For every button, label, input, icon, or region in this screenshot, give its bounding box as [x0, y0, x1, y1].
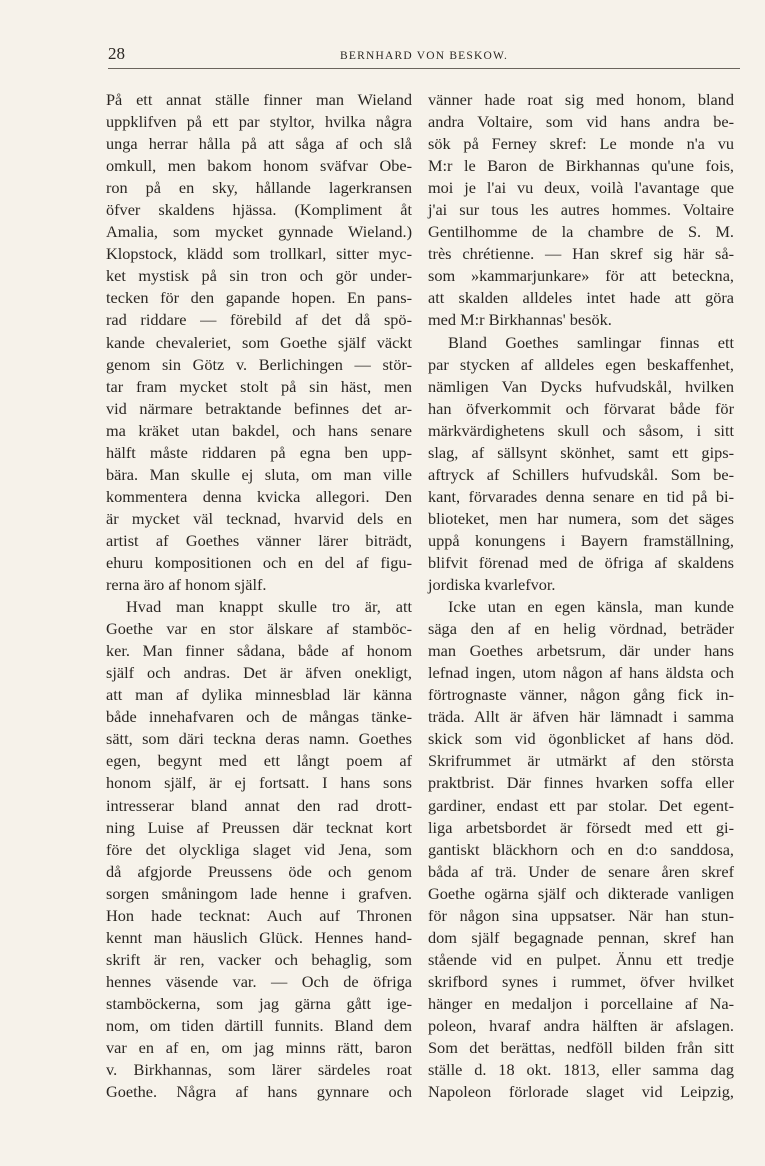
text-line: rerna äro af honom själf.: [106, 575, 267, 595]
text-line: Som det berättas, nedföll bilden från sitt: [428, 1038, 734, 1058]
page-header: [108, 44, 740, 69]
text-line: Napoleon förlorade slaget vid Leipzig,: [428, 1082, 734, 1102]
text-line: hennes väsende var. — Och de öfriga: [106, 971, 412, 991]
text-line: artist af Goethes vänner lärer biträdt,: [106, 530, 412, 550]
text-line: själf och andras. Det är äfven onekligt,: [106, 663, 412, 683]
text-line: ron på en sky, hållande lagerkransen: [106, 178, 412, 198]
text-line: ehuru kompositionen och en del af figu-: [106, 552, 412, 572]
text-line: båda af trä. Under de senare åren skref: [428, 861, 734, 881]
text-line: kommentera denna kvicka allegori. Den: [106, 486, 412, 506]
text-line: för någon sina uppsatser. När han stun-: [428, 905, 734, 925]
text-line: stående vid en pulpet. Ännu ett tredje: [428, 949, 734, 969]
text-line: skrift är ren, vacker och behaglig, som: [106, 949, 412, 969]
text-line: med M:r Birkhannas' besök.: [428, 310, 612, 330]
text-line: sätt, som däri teckna deras namn. Goethes: [106, 729, 412, 749]
text-line: hänger en medaljon i porcellaine af Na-: [428, 993, 734, 1013]
text-line: Klopstock, klädd som trollkarl, sitter myc-: [106, 244, 412, 264]
text-line: vänner hade roat sig med honom, bland: [428, 90, 734, 109]
text-line: sök på Ferney skref: Le monde n'a vu: [428, 134, 734, 154]
text-line: han öfverkommit och förvarat både för: [428, 398, 734, 418]
text-line: öfver skaldens hjässa. (Kompliment åt: [106, 200, 412, 220]
text-line: moi je l'ai vu deux, voilà l'avantage que: [428, 178, 734, 198]
text-line: bära. Man skulle ej sluta, om man ville: [106, 464, 412, 484]
text-line: blioteket, men har numera, som det säges: [428, 508, 734, 528]
text-line: poleon, hvaraf andra hälften är afslagen.: [428, 1015, 734, 1035]
text-line: sorgen småningom lade henne i grafven.: [106, 883, 412, 903]
text-line: jordiska kvarlefvor.: [428, 575, 556, 595]
text-line: förtrognaste vänner, någon gång fick in-: [428, 685, 734, 705]
text-line: tecken för den gapande hopen. En pans-: [106, 288, 412, 308]
text-line: Goethe ogärna själf och dikterade vanligen: [428, 883, 734, 903]
text-line: aftryck af Schillers hufvudskål. Som be-: [428, 464, 734, 484]
right-text-column: [428, 89, 734, 1103]
text-line: omkull, men bakom honom sväfvar Obe-: [106, 156, 412, 176]
text-line: att skalden alldeles intet hade att göra: [428, 288, 734, 308]
text-line: ställe d. 18 okt. 1813, eller samma dag: [428, 1060, 734, 1080]
text-line: säga den af en helig vördnad, beträder: [428, 619, 734, 639]
text-line: märkvärdighetens skull och såsom, i sitt: [428, 420, 734, 440]
text-line: très chrétienne. — Han skref sig här så-: [428, 244, 734, 264]
text-line: Bland Goethes samlingar finnas ett: [448, 332, 734, 352]
text-line: som »kammarjunkare» för att beteckna,: [428, 266, 734, 286]
text-line: kant, förvarades denna senare en tid på bi-: [428, 486, 734, 506]
text-line: nämligen Van Dycks hufvudskål, hvilken: [428, 376, 734, 396]
text-line: Goethe. Några af hans gynnare och: [106, 1082, 412, 1102]
text-line: hälft måste riddaren på egna ben upp-: [106, 442, 412, 462]
text-line: Hon hade tecknat: Auch auf Thronen: [106, 905, 412, 925]
text-line: kennt man häuslich Glück. Hennes hand-: [106, 927, 412, 947]
text-line: v. Birkhannas, som lärer särdeles roat: [106, 1060, 412, 1080]
text-line: M:r le Baron de Birkhannas qu'une fois,: [428, 156, 734, 176]
text-line: kande chevaleriet, som Goethe själf väckt: [106, 332, 412, 352]
text-line: skick som vid ögonblicket af hans död.: [428, 729, 734, 749]
text-line: par stycken af alldeles egen beskaffenhet,: [428, 354, 734, 374]
text-line: Hvad man knappt skulle tro är, att: [126, 597, 412, 617]
text-line: ker. Man finner sådana, både af honom: [106, 641, 412, 661]
text-line: skrifbord synes i rummet, öfver hvilket: [428, 971, 734, 991]
text-line: ma kräket utan bakdel, och hans senare: [106, 420, 412, 440]
text-line: tar fram mycket stolt på sin häst, men: [106, 376, 412, 396]
text-line: unga herrar hålla på att såga af och slå: [106, 134, 412, 154]
text-line: liga arbetsbordet är försedt med ett gi-: [428, 817, 734, 837]
text-line: ning Luise af Preussen där tecknat kort: [106, 817, 412, 837]
text-line: var en af en, om jag minns rätt, baron: [106, 1038, 412, 1058]
text-line: Skrifrummet är utmärkt af den största: [428, 751, 734, 771]
text-line: praktbrist. Där finnes hvarken soffa eller: [428, 773, 734, 793]
text-line: rad riddare — förebild af det då spö-: [106, 310, 412, 330]
text-line: stamböckerna, som jag gärna gått ige-: [106, 993, 412, 1013]
text-line: ket mystisk på sin tron och gör under-: [106, 266, 412, 286]
text-line: genom sin Götz v. Berlichingen — stör-: [106, 354, 412, 374]
text-line: då afgjorde Preussens öde och genom: [106, 861, 412, 881]
text-line: slag, af sällsynt skönhet, samt ett gips-: [428, 442, 734, 462]
text-line: gardiner, endast ett par stolar. Det egent-: [428, 795, 734, 815]
text-line: att man af dylika minnesblad lär känna: [106, 685, 412, 705]
text-line: Amalia, som mycket gynnade Wieland.): [106, 222, 412, 242]
text-line: Icke utan en egen känsla, man kunde: [448, 597, 734, 617]
text-line: blifvit förenad med de öfriga af skaldens: [428, 552, 734, 572]
left-text-column: [106, 89, 412, 1103]
text-line: uppå konungens i Bayern framställning,: [428, 530, 734, 550]
page-number: 28: [108, 44, 125, 63]
running-head: BERNHARD VON BESKOW.: [340, 50, 509, 62]
text-line: honom själf, är ej fortsatt. I hans sons: [106, 773, 412, 793]
text-line: dom själf begagnade pennan, skref han: [428, 927, 734, 947]
text-line: intresserar bland annat den rad drott-: [106, 795, 412, 815]
text-line: gantiskt bläckhorn och en d:o sanddosa,: [428, 839, 734, 859]
text-line: vid närmare betraktande befinnes det ar-: [106, 398, 412, 418]
text-line: egen, begynt med ett långt poem af: [106, 751, 412, 771]
text-line: lefnad ingen, utom någon af hans äldsta och: [428, 663, 734, 683]
text-line: uppklifven på ett par styltor, hvilka några: [106, 112, 412, 132]
text-line: nom, om tiden därtill funnits. Bland dem: [106, 1015, 412, 1035]
text-line: På ett annat ställe finner man Wieland: [106, 90, 412, 109]
text-line: både innehafvaren och de mångas tänke-: [106, 707, 412, 727]
text-line: j'ai sur tous les autres hommes. Voltaire: [428, 200, 734, 220]
text-line: före det olyckliga slaget vid Jena, som: [106, 839, 412, 859]
text-line: är mycket väl tecknad, hvarvid dels en: [106, 508, 412, 528]
text-line: Gentilhomme de la chambre de S. M.: [428, 222, 734, 242]
text-line: Goethe var en stor älskare af stamböc-: [106, 619, 412, 639]
text-line: andra Voltaire, som vid hans andra be-: [428, 112, 734, 132]
text-line: man Goethes arbetsrum, där under hans: [428, 641, 734, 661]
text-line: träda. Allt är äfven här lämnadt i samma: [428, 707, 734, 727]
